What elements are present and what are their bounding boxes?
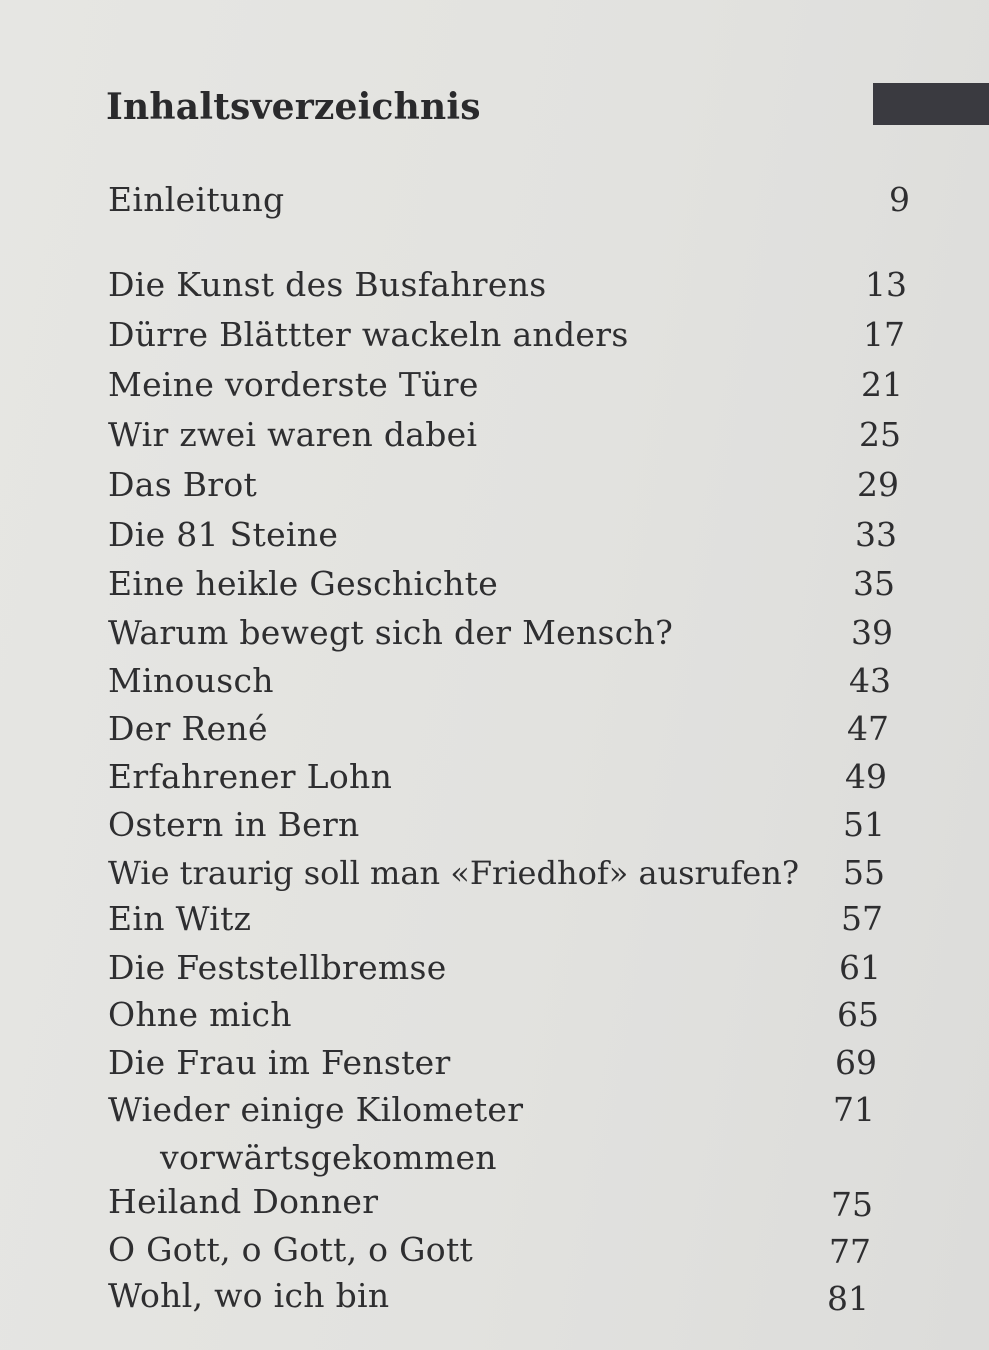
- toc-entry-label: Der René: [108, 709, 268, 748]
- toc-entry-page: 35: [853, 564, 895, 603]
- toc-entry-label: Wir zwei waren dabei: [108, 415, 478, 454]
- toc-entry-label: Eine heikle Geschichte: [108, 564, 499, 603]
- toc-entry-label: Ohne mich: [108, 995, 292, 1034]
- toc-entry-page: 39: [851, 613, 893, 652]
- toc-entry-page: 55: [843, 853, 885, 892]
- toc-entry-label: Wie traurig soll man «Friedhof» ausrufen?: [108, 854, 799, 892]
- toc-entry-label: Die Feststellbremse: [108, 948, 447, 987]
- toc-entry-label: Erfahrener Lohn: [108, 757, 393, 796]
- toc-entry-label: Einleitung: [108, 180, 285, 219]
- toc-entry-page: 81: [827, 1279, 869, 1318]
- toc-entry-label-continuation: vorwärtsgekommen: [160, 1138, 497, 1177]
- toc-entry-page: 71: [833, 1090, 875, 1129]
- toc-entry-page: 47: [847, 709, 889, 748]
- toc-entry-page: 9: [889, 180, 910, 219]
- toc-entry-label: Meine vorderste Türe: [108, 365, 479, 404]
- page-title: Inhaltsverzeichnis: [106, 86, 481, 128]
- toc-entry-page: 33: [855, 515, 897, 554]
- toc-entry-label: Minousch: [108, 661, 274, 700]
- toc-entry-page: 57: [841, 899, 883, 938]
- toc-entry-label: Ein Witz: [108, 899, 252, 938]
- toc-entry-page: 65: [837, 995, 879, 1034]
- toc-entry-label: Das Brot: [108, 465, 258, 504]
- toc-entry-page: 25: [859, 415, 901, 454]
- toc-entry-label: Heiland Donner: [108, 1182, 379, 1221]
- toc-entry-page: 17: [863, 315, 905, 354]
- toc-entry-label: Die 81 Steine: [108, 515, 339, 554]
- toc-entry-page: 13: [865, 265, 907, 304]
- toc-entry-label: Ostern in Bern: [108, 805, 360, 844]
- toc-entry-page: 21: [861, 365, 903, 404]
- toc-entry-page: 77: [829, 1232, 871, 1271]
- toc-entry-page: 51: [843, 805, 885, 844]
- toc-entry-page: 75: [831, 1185, 873, 1224]
- toc-entry-label: Dürre Blättter wackeln anders: [108, 315, 629, 354]
- toc-entry-label: Die Kunst des Busfahrens: [108, 265, 547, 304]
- toc-entry-page: 49: [845, 757, 887, 796]
- toc-entry-label: Wohl, wo ich bin: [108, 1276, 390, 1315]
- toc-entry-label: Die Frau im Fenster: [108, 1043, 451, 1082]
- toc-entry-label: O Gott, o Gott, o Gott: [108, 1230, 474, 1269]
- toc-entry-page: 43: [849, 661, 891, 700]
- toc-entry-label: Wieder einige Kilometer: [108, 1090, 524, 1129]
- section-tab-marker: [873, 83, 989, 125]
- toc-entry-label: Warum bewegt sich der Mensch?: [108, 613, 674, 652]
- toc-entry-page: 29: [857, 465, 899, 504]
- toc-entry-page: 61: [839, 948, 881, 987]
- toc-entry-page: 69: [835, 1043, 877, 1082]
